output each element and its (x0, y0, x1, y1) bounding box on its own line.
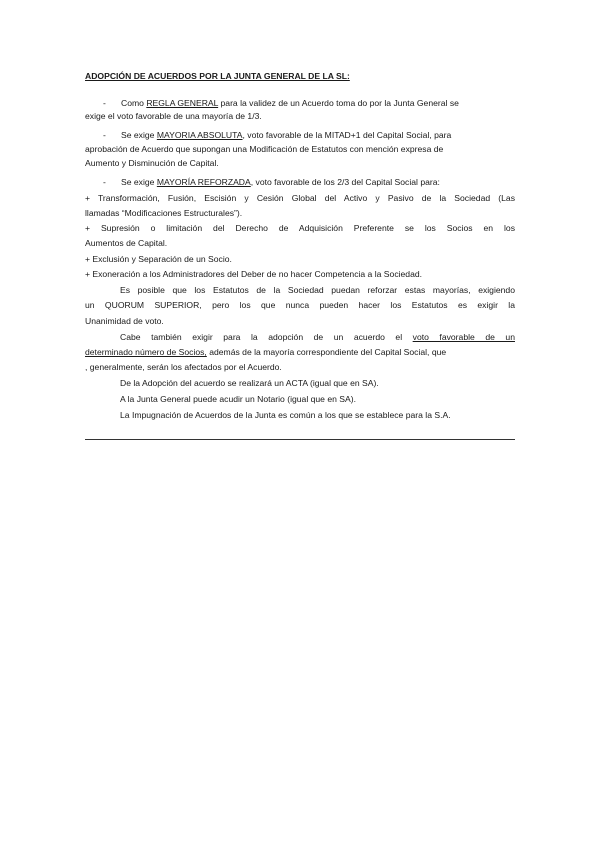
paragraph-line: Unanimidad de voto. (85, 316, 164, 326)
paragraph-line: , generalmente, serán los afectados por el Acuerdo. (85, 362, 282, 372)
document-title: ADOPCIÓN DE ACUERDOS POR LA JUNTA GENERAL DE LA SL: (85, 71, 350, 81)
majority-absolute-line-3: Aumento y Disminución de Capital. (85, 158, 219, 168)
underlined-term: MAYORÍA REFORZADA (156, 177, 251, 187)
list-item-line: + Supresión o limitación del Derecho de Adquisición Preferente se los Socios en los (85, 223, 515, 233)
text: Como (121, 98, 147, 108)
list-item-line: + Transformación, Fusión, Escisión y Cesión Global del Activo y Pasivo de la Sociedad (Las (85, 193, 515, 203)
rule-general-line-2: exige el voto favorable de una mayoría de 1/3. (85, 111, 262, 121)
underlined-term: MAYORIA ABSOLUTA (156, 130, 243, 140)
text: para la validez de un Acuerdo toma do por la Junta General se (218, 98, 459, 108)
text: Se exige (121, 130, 157, 140)
text: además de la mayoría correspondiente del Capital Social, que (206, 347, 447, 357)
list-item-line: Aumentos de Capital. (85, 238, 168, 248)
underlined-term: determinado número de Socios, (85, 347, 207, 357)
text: , voto favorable de los 2/3 del Capital Social para: (250, 177, 440, 187)
text: Cabe también exigir para la adopción de un acuerdo el (120, 332, 413, 342)
list-item-line: llamadas “Modificaciones Estructurales”). (85, 208, 243, 218)
paragraph-line (85, 346, 515, 359)
paragraph-line (120, 331, 515, 344)
horizontal-rule (85, 439, 515, 440)
underlined-term: REGLA GENERAL (146, 98, 219, 108)
text: , voto favorable de la MITAD+1 del Capital Social, para (242, 130, 452, 140)
paragraph-line: A la Junta General puede acudir un Notario (igual que en SA). (120, 394, 357, 404)
paragraph-line: La Impugnación de Acuerdos de la Junta es común a los que se establece para la S.A. (120, 410, 451, 420)
list-item-line: + Exoneración a los Administradores del Deber de no hacer Competencia a la Sociedad. (85, 269, 423, 279)
bullet-dash: - (103, 177, 106, 187)
paragraph-line: De la Adopción del acuerdo se realizará un ACTA (igual que en SA). (120, 378, 379, 388)
paragraph-line: un QUORUM SUPERIOR, pero los que nunca pueden hacer los Estatutos es exigir la (85, 300, 515, 310)
majority-absolute-line-2: aprobación de Acuerdo que supongan una Modificación de Estatutos con mención expresa de (85, 144, 444, 154)
bullet-dash: - (103, 130, 106, 140)
bullet-dash: - (103, 98, 106, 108)
list-item-line: + Exclusión y Separación de un Socio. (85, 254, 232, 264)
paragraph-line: Es posible que los Estatutos de la Sociedad puedan reforzar estas mayorías, exigiendo (120, 285, 515, 295)
underlined-term: voto favorable de un (412, 332, 515, 342)
text: Se exige (121, 177, 157, 187)
